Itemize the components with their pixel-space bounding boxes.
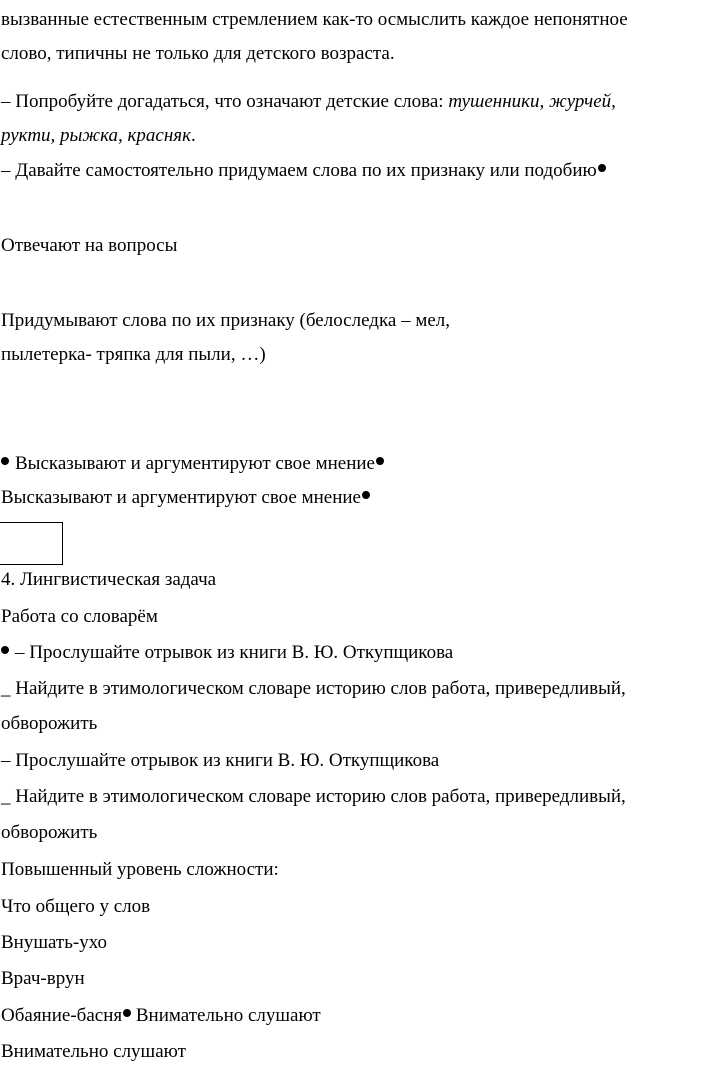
- text: обворожить: [1, 822, 98, 843]
- text: 4. Лингвистическая задача: [1, 569, 217, 590]
- text: Внимательно слушают: [131, 1005, 321, 1026]
- bullet-icon: [598, 164, 606, 172]
- text: – Давайте самостоятельно придумаем слова по их признаку или подобию: [1, 160, 597, 181]
- task-line: [1, 896, 150, 918]
- text: Повышенный уровень сложности:: [1, 859, 279, 880]
- text: – Попробуйте догадаться, что означают детские слова:: [1, 91, 449, 112]
- student-activity: [1, 235, 177, 257]
- subheading: [1, 859, 279, 881]
- text: – Прослушайте отрывок из книги В. Ю. Откупщикова: [15, 642, 454, 663]
- text: вызванные естественным стремлением как-то осмыслить каждое непонятное: [1, 9, 628, 30]
- task-line: [1, 642, 453, 664]
- word-pair: [1, 1005, 321, 1027]
- bullet-icon: [376, 457, 384, 465]
- text: Врач-врун: [1, 968, 85, 989]
- student-activity: [1, 487, 370, 509]
- text: пылетерка- тряпка для пыли, …): [1, 344, 266, 365]
- student-activity: [1, 1041, 186, 1063]
- text: Высказывают и аргументируют свое мнение: [1, 487, 361, 508]
- word-pair: [1, 968, 85, 990]
- bullet-icon: [1, 457, 9, 465]
- text: Придумывают слова по их признаку (белоследка – мел,: [1, 310, 451, 331]
- paragraph-line: [1, 43, 395, 65]
- text: Высказывают и аргументируют свое мнение: [15, 453, 375, 474]
- task-line-continued: [1, 713, 97, 735]
- question-line: [1, 91, 616, 113]
- question-line: [1, 160, 606, 182]
- word-pair: [1, 932, 107, 954]
- task-line: [1, 678, 626, 700]
- section-heading: [1, 569, 216, 591]
- text: .: [190, 125, 196, 146]
- italic-words: тушенники, журчей,: [448, 91, 616, 112]
- text: Что общего у слов: [1, 896, 151, 917]
- task-line-continued: [1, 822, 97, 844]
- italic-words: рукти, рыжка, красняк: [1, 125, 191, 146]
- student-activity: [1, 453, 384, 475]
- student-activity: [1, 310, 450, 332]
- text: Отвечают на вопросы: [1, 235, 178, 256]
- bullet-icon: [123, 1009, 131, 1017]
- student-activity-continued: [1, 344, 266, 366]
- table-cell-empty: [0, 522, 63, 565]
- question-line-continued: [1, 125, 196, 147]
- bullet-icon: [1, 646, 9, 654]
- text: Работа со словарём: [1, 606, 158, 627]
- text: _ Найдите в этимологическом словаре историю слов работа, привередливый,: [1, 678, 626, 699]
- task-line: [1, 750, 439, 772]
- bullet-icon: [362, 491, 370, 499]
- text: слово, типичны не только для детского возраста.: [1, 43, 395, 64]
- paragraph-line: [1, 9, 628, 31]
- text: обворожить: [1, 713, 98, 734]
- subheading: [1, 606, 158, 628]
- text: – Прослушайте отрывок из книги В. Ю. Откупщикова: [1, 750, 440, 771]
- task-line: [1, 786, 626, 808]
- text: _ Найдите в этимологическом словаре историю слов работа, привередливый,: [1, 786, 626, 807]
- text: Внушать-ухо: [1, 932, 107, 953]
- text: Внимательно слушают: [1, 1041, 186, 1062]
- text: Обаяние-басня: [1, 1005, 123, 1026]
